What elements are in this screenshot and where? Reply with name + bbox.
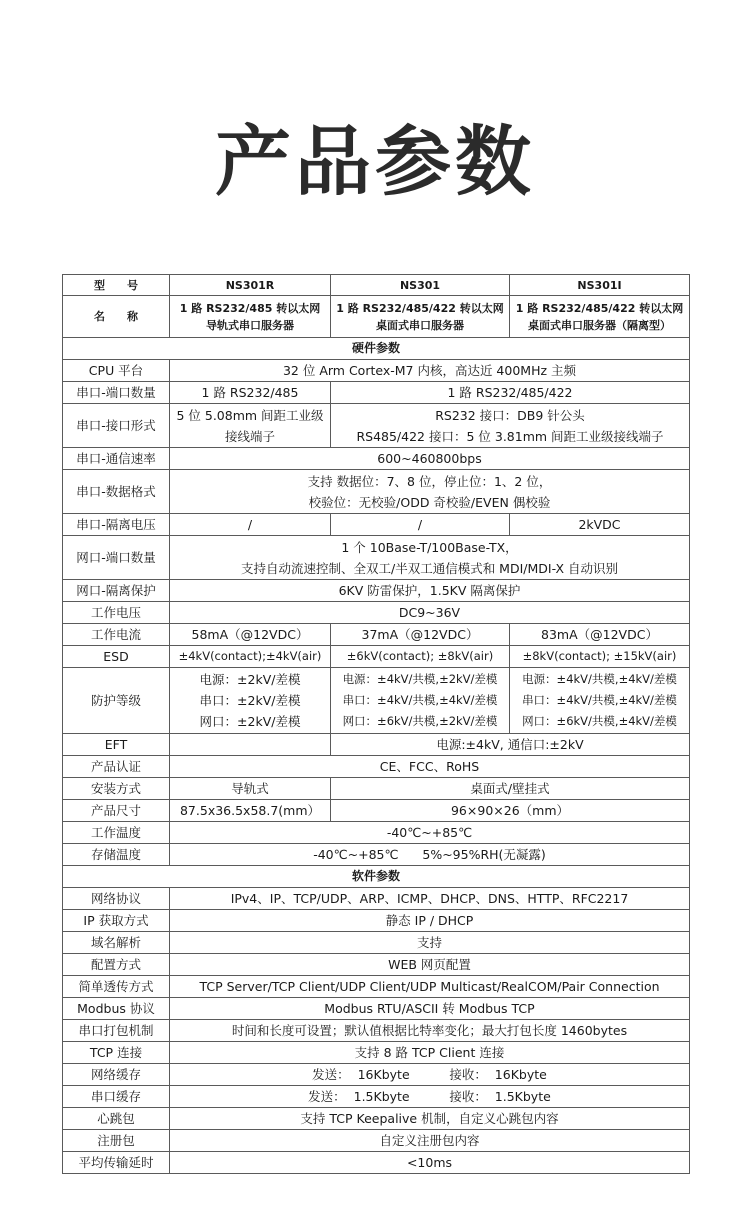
name-ns301r [170, 296, 331, 338]
value-line: 网口：±6kV/共模,±2kV/差模 [342, 714, 498, 728]
table-row [63, 954, 690, 976]
row-label: 网口-隔离保护 [63, 580, 170, 602]
row-label: 串口-端口数量 [63, 382, 170, 404]
table-row [63, 470, 690, 514]
row-value: <10ms [170, 1152, 690, 1174]
value-ns301-ns301i [331, 404, 690, 448]
table-row [63, 646, 690, 668]
row-label: 串口-接口形式 [63, 404, 170, 448]
model-ns301: NS301 [331, 275, 510, 296]
value-line: 网口：±6kV/共模,±4kV/差模 [522, 714, 677, 728]
value-line: 接线端子 [224, 428, 275, 444]
value-line: 支持自动流速控制、全双工/半双工通信模式和 MDI/MDI-X 自动识别 [240, 560, 618, 576]
row-label: 串口打包机制 [63, 1020, 170, 1042]
table-row [63, 668, 690, 734]
model-ns301i: NS301I [510, 275, 690, 296]
value-line: 电源：±4kV/共模,±4kV/差模 [522, 672, 677, 686]
row-value: 时间和长度可设置；默认值根据比特率变化；最大打包长度 1460bytes [170, 1020, 690, 1042]
row-label: 产品尺寸 [63, 800, 170, 822]
value-ns301r: 1 路 RS232/485 [170, 382, 331, 404]
value-ns301: 37mA（@12VDC） [331, 624, 510, 646]
value-ns301r [170, 734, 331, 756]
table-row [63, 998, 690, 1020]
table-row [63, 448, 690, 470]
row-value: 自定义注册包内容 [170, 1130, 690, 1152]
value-line: 校验位：无校验/ODD 奇校验/EVEN 偶校验 [308, 494, 551, 510]
table-row [63, 1152, 690, 1174]
row-label: 网络缓存 [63, 1064, 170, 1086]
table-row [63, 1064, 690, 1086]
row-label: 配置方式 [63, 954, 170, 976]
model-label: 型 号 [63, 275, 170, 296]
row-label: Modbus 协议 [63, 998, 170, 1020]
name-line: 桌面式串口服务器（隔离型） [528, 318, 671, 332]
name-line: 1 路 RS232/485 转以太网 [179, 301, 321, 315]
row-value: 支持 TCP Keepalive 机制，自定义心跳包内容 [170, 1108, 690, 1130]
model-ns301r: NS301R [170, 275, 331, 296]
row-label: 域名解析 [63, 932, 170, 954]
row-label: 串口缓存 [63, 1086, 170, 1108]
table-row [63, 800, 690, 822]
table-row [63, 1108, 690, 1130]
value-line: 5 位 5.08mm 间距工业级 [176, 407, 324, 423]
row-label: 平均传输延时 [63, 1152, 170, 1174]
name-label: 名 称 [63, 296, 170, 338]
value-line: RS485/422 接口：5 位 3.81mm 间距工业级接线端子 [356, 428, 664, 444]
table-row [63, 624, 690, 646]
row-value: TCP Server/TCP Client/UDP Client/UDP Multicast/RealCOM/Pair Connection [170, 976, 690, 998]
row-value: 静态 IP / DHCP [170, 910, 690, 932]
table-row [63, 1086, 690, 1108]
row-value: 支持 8 路 TCP Client 连接 [170, 1042, 690, 1064]
table-row [63, 382, 690, 404]
value-line: RS232 接口：DB9 针公头 [435, 407, 585, 423]
row-label: 心跳包 [63, 1108, 170, 1130]
row-value: 32 位 Arm Cortex-M7 内核，高达近 400MHz 主频 [170, 360, 690, 382]
row-value: 支持 [170, 932, 690, 954]
row-value: -40℃~+85℃ 5%~95%RH(无凝露) [170, 844, 690, 866]
row-label: ESD [63, 646, 170, 668]
value-ns301r [170, 668, 331, 734]
row-value: DC9~36V [170, 602, 690, 624]
value-line: 网口：±2kV/差模 [199, 714, 301, 729]
value-line: 电源：±4kV/共模,±2kV/差模 [342, 672, 498, 686]
value-ns301: / [331, 514, 510, 536]
value-ns301r: ±4kV(contact);±4kV(air) [170, 646, 331, 668]
value-line: 电源：±2kV/差模 [199, 672, 301, 687]
row-value: 发送： 1.5Kbyte 接收： 1.5Kbyte [170, 1086, 690, 1108]
value-line: 支持 数据位：7、8 位，停止位：1、2 位， [307, 473, 552, 489]
value-line: 串口：±4kV/共模,±4kV/差模 [522, 693, 677, 707]
hardware-section-title: 硬件参数 [63, 338, 690, 360]
row-value: Modbus RTU/ASCII 转 Modbus TCP [170, 998, 690, 1020]
table-row [63, 580, 690, 602]
table-row [63, 360, 690, 382]
table-row [63, 756, 690, 778]
row-label: EFT [63, 734, 170, 756]
value-line: 串口：±4kV/共模,±4kV/差模 [342, 693, 498, 707]
value-ns301-ns301i: 电源:±4kV, 通信口:±2kV [331, 734, 690, 756]
row-value: 6KV 防雷保护，1.5KV 隔离保护 [170, 580, 690, 602]
name-line: 1 路 RS232/485/422 转以太网 [515, 301, 684, 315]
spec-table [62, 274, 690, 1174]
table-row [63, 844, 690, 866]
row-label: TCP 连接 [63, 1042, 170, 1064]
row-label: 产品认证 [63, 756, 170, 778]
row-label: 存储温度 [63, 844, 170, 866]
table-row [63, 602, 690, 624]
table-row [63, 888, 690, 910]
row-label: 工作电压 [63, 602, 170, 624]
model-row [63, 275, 690, 296]
table-row [63, 536, 690, 580]
table-row [63, 1020, 690, 1042]
row-label: 串口-数据格式 [63, 470, 170, 514]
table-row [63, 734, 690, 756]
value-ns301i: 83mA（@12VDC） [510, 624, 690, 646]
row-label: 工作电流 [63, 624, 170, 646]
row-value: -40℃~+85℃ [170, 822, 690, 844]
row-value: IPv4、IP、TCP/UDP、ARP、ICMP、DHCP、DNS、HTTP、RFC2217 [170, 888, 690, 910]
value-ns301i: ±8kV(contact); ±15kV(air) [510, 646, 690, 668]
value-ns301r: / [170, 514, 331, 536]
row-label: 安装方式 [63, 778, 170, 800]
value-ns301-ns301i: 桌面式/壁挂式 [331, 778, 690, 800]
row-label: 网络协议 [63, 888, 170, 910]
name-ns301i [510, 296, 690, 338]
page-title: 产品参数 [215, 117, 535, 206]
row-label: 工作温度 [63, 822, 170, 844]
table-row [63, 1130, 690, 1152]
name-row [63, 296, 690, 338]
value-ns301r [170, 404, 331, 448]
row-label: 防护等级 [63, 668, 170, 734]
row-label: 串口-隔离电压 [63, 514, 170, 536]
value-ns301-ns301i: 1 路 RS232/485/422 [331, 382, 690, 404]
name-line: 1 路 RS232/485/422 转以太网 [336, 301, 504, 315]
value-ns301i: 2kVDC [510, 514, 690, 536]
value-line: 1 个 10Base-T/100Base-TX， [341, 539, 518, 555]
table-row [63, 976, 690, 998]
table-row [63, 404, 690, 448]
value-ns301r: 导轨式 [170, 778, 331, 800]
value-ns301r: 58mA（@12VDC） [170, 624, 331, 646]
software-section-row [63, 866, 690, 888]
table-row [63, 778, 690, 800]
table-row [63, 822, 690, 844]
hardware-section-row [63, 338, 690, 360]
table-row [63, 932, 690, 954]
row-label: IP 获取方式 [63, 910, 170, 932]
value-ns301-ns301i: 96×90×26（mm） [331, 800, 690, 822]
row-value [170, 470, 690, 514]
table-row [63, 1042, 690, 1064]
value-ns301r: 87.5x36.5x58.7(mm） [170, 800, 331, 822]
name-ns301 [331, 296, 510, 338]
row-value: WEB 网页配置 [170, 954, 690, 976]
row-label: CPU 平台 [63, 360, 170, 382]
value-line: 串口：±2kV/差模 [199, 693, 301, 708]
row-label: 注册包 [63, 1130, 170, 1152]
value-ns301i [510, 668, 690, 734]
row-label: 简单透传方式 [63, 976, 170, 998]
table-row [63, 910, 690, 932]
row-label: 串口-通信速率 [63, 448, 170, 470]
row-value: CE、FCC、RoHS [170, 756, 690, 778]
row-value [170, 536, 690, 580]
row-value: 发送： 16Kbyte 接收： 16Kbyte [170, 1064, 690, 1086]
name-line: 导轨式串口服务器 [206, 318, 294, 332]
table-row [63, 514, 690, 536]
software-section-title: 软件参数 [63, 866, 690, 888]
value-ns301 [331, 668, 510, 734]
name-line: 桌面式串口服务器 [376, 318, 464, 332]
row-value: 600~460800bps [170, 448, 690, 470]
value-ns301: ±6kV(contact); ±8kV(air) [331, 646, 510, 668]
row-label: 网口-端口数量 [63, 536, 170, 580]
